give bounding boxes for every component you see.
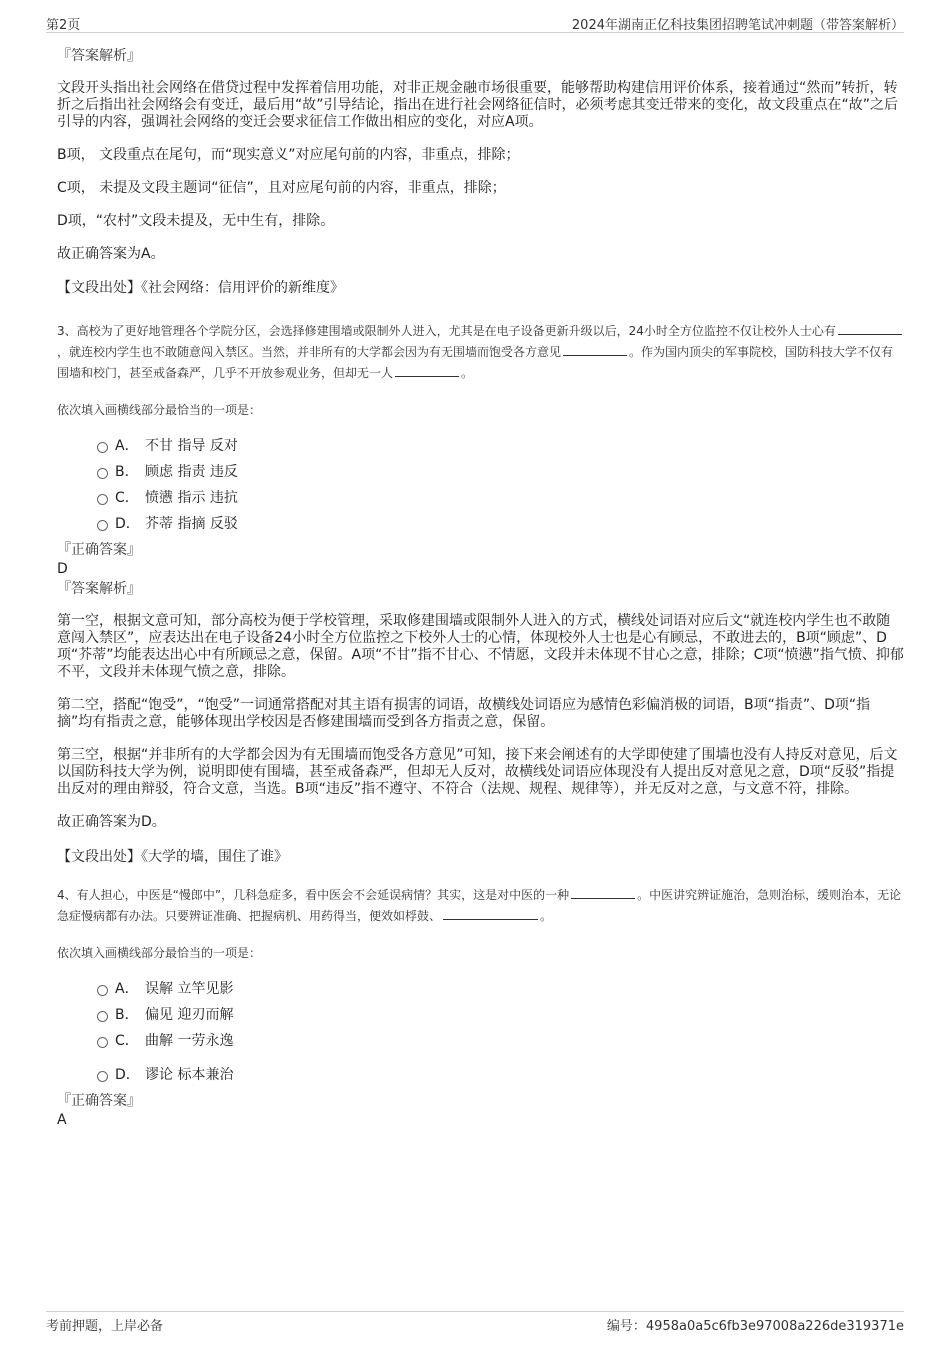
fill-blank <box>571 886 635 899</box>
answer-label: 『正确答案』 <box>57 1093 141 1109</box>
radio-icon[interactable] <box>97 494 108 505</box>
option-d[interactable] <box>97 514 904 540</box>
option-text: 愤懑 指示 违抗 <box>145 490 238 506</box>
question-prompt: 依次填入画横线部分最恰当的一项是： <box>57 403 262 417</box>
document-id: 编号：4958a0a5c6fb3e97008a226de319371e <box>606 1319 904 1334</box>
radio-icon[interactable] <box>97 442 108 453</box>
option-letter: C． <box>115 1033 139 1049</box>
analysis-paragraph: 第二空，搭配“饱受”，“饱受”一词通常搭配对其主语有损害的词语，故横线处词语应为感情色彩偏消极的词语，B项“指责”、D项“指摘”均有指责之意，能够体现出学校因是否修建围墙而受到各方指责之意，保留。 <box>57 697 871 730</box>
correct-answer: D <box>57 561 68 577</box>
question-3-stem <box>57 321 904 384</box>
document-title: 2024年湖南正亿科技集团招聘笔试冲刺题（带答案解析） <box>571 18 904 33</box>
page-number: 第2页 <box>46 18 81 33</box>
page-content <box>57 46 904 1130</box>
text-source: 【文段出处】《大学的墙，围住了谁》 <box>57 849 288 865</box>
option-text: 芥蒂 指摘 反驳 <box>145 516 238 532</box>
option-text: 偏见 迎刃而解 <box>145 1007 234 1023</box>
radio-icon[interactable] <box>97 468 108 479</box>
footer-slogan: 考前押题，上岸必备 <box>46 1319 164 1334</box>
option-letter: A． <box>115 438 139 454</box>
radio-icon[interactable] <box>97 1071 108 1082</box>
analysis-paragraph: D项，“农村”文段未提及，无中生有，排除。 <box>57 213 335 229</box>
option-letter: B． <box>115 464 139 480</box>
stem-text: 。作为国内顶尖的军事院校，国防科技大学不仅有围墙和校门，甚至戒备森严，几乎不开放参观业务，但却无一人 <box>57 345 894 380</box>
option-text: 误解 立竿见影 <box>145 981 234 997</box>
option-c[interactable] <box>97 1031 904 1057</box>
option-letter: B． <box>115 1007 139 1023</box>
question-4-stem <box>57 885 904 927</box>
question-prompt: 依次填入画横线部分最恰当的一项是： <box>57 946 262 960</box>
fill-blank <box>443 907 538 920</box>
option-letter: D． <box>115 516 140 532</box>
analysis-label: 『答案解析』 <box>57 48 141 64</box>
option-text: 曲解 一劳永逸 <box>145 1033 234 1049</box>
stem-text: 。 <box>540 909 553 923</box>
stem-text: ，就连校内学生也不敢随意闯入禁区。当然，并非所有的大学都会因为有无围墙而饱受各方意见 <box>57 345 562 359</box>
option-d[interactable] <box>97 1065 904 1091</box>
option-text: 谬论 标本兼治 <box>145 1067 234 1083</box>
fill-blank <box>838 322 902 335</box>
fill-blank <box>395 364 459 377</box>
option-c[interactable] <box>97 488 904 514</box>
stem-text: 。 <box>461 366 474 380</box>
question-4-options <box>97 979 904 1091</box>
page-header <box>46 12 904 33</box>
option-text: 顾虑 指责 违反 <box>145 464 238 480</box>
radio-icon[interactable] <box>97 1011 108 1022</box>
correct-answer: A <box>57 1112 67 1128</box>
analysis-paragraph: 第一空，根据文意可知，部分高校为便于学校管理，采取修建围墙或限制外人进入的方式，横线处词语对应后文“就连校内学生也不敢随意闯入禁区”，应表达出在电子设备24小时全方位监控之下校外人士的心情，体现校外人士也是心有顾忌，不敢进去的，B项“顾虑”、D项“芥蒂”均能表达出心中有所顾忌之意，保留。A项“不甘”指不甘心、不情愿，文段并未体现不甘心之意，排除；C项“愤懑”指气愤、抑郁不平，文段并未体现气愤之意，排除。 <box>57 613 904 680</box>
fill-blank <box>563 343 627 356</box>
radio-icon[interactable] <box>97 520 108 531</box>
stem-text: 3、高校为了更好地管理各个学院分区，会选择修建围墙或限制外人进入，尤其是在电子设备更新升级以后，24小时全方位监控不仅让校外人士心有 <box>57 324 836 338</box>
analysis-paragraph: 文段开头指出社会网络在借贷过程中发挥着信用功能，对非正规金融市场很重要，能够帮助构建信用评价体系，接着通过“然而”转折，转折之后指出社会网络会有变迁，最后用“故”引导结论，指出在进行社会网络征信时，必须考虑其变迁带来的变化，故文段重点在“故”之后引导的内容，强调社会网络的变迁会要求征信工作做出相应的变化，对应A项。 <box>57 80 899 130</box>
analysis-paragraph: B项， 文段重点在尾句，而“现实意义”对应尾句前的内容，非重点，排除； <box>57 147 520 163</box>
option-text: 不甘 指导 反对 <box>145 438 238 454</box>
option-letter: C． <box>115 490 139 506</box>
question-3-options <box>97 436 904 540</box>
option-a[interactable] <box>97 979 904 1005</box>
option-a[interactable] <box>97 436 904 462</box>
option-b[interactable] <box>97 462 904 488</box>
text-source: 【文段出处】《社会网络：信用评价的新维度》 <box>57 280 344 296</box>
analysis-paragraph: 故正确答案为A。 <box>57 246 165 262</box>
analysis-paragraph: 故正确答案为D。 <box>57 814 166 830</box>
answer-label: 『正确答案』 <box>57 542 141 558</box>
page-footer <box>46 1311 904 1334</box>
radio-icon[interactable] <box>97 985 108 996</box>
radio-icon[interactable] <box>97 1037 108 1048</box>
analysis-paragraph: 第三空，根据“并非所有的大学都会因为有无围墙而饱受各方意见”可知，接下来会阐述有的大学即使建了围墙也没有人持反对意见，后文以国防科技大学为例，说明即使有围墙，甚至戒备森严，但却无人反对，故横线处词语应体现没有人提出反对意见之意，D项“反驳”指提出反对的理由辩驳，符合文意，当选。B项“违反”指不遵守、不符合（法规、规程、规律等），并无反对之意，与文意不符，排除。 <box>57 747 898 797</box>
stem-text: 4、有人担心，中医是“慢郎中”，几科急症多，看中医会不会延误病情？其实，这是对中医的一种 <box>57 888 570 902</box>
stem-text: 。中医讲究辨证施治，急则治标，缓则治本，无论急症慢病都有办法。只要辨证准确、把握病机、用药得当，便效如桴鼓、 <box>57 888 902 923</box>
option-letter: A． <box>115 981 139 997</box>
option-letter: D． <box>115 1067 140 1083</box>
option-b[interactable] <box>97 1005 904 1031</box>
analysis-label: 『答案解析』 <box>57 581 141 597</box>
analysis-paragraph: C项， 未提及文段主题词“征信”，且对应尾句前的内容，非重点，排除； <box>57 180 506 196</box>
